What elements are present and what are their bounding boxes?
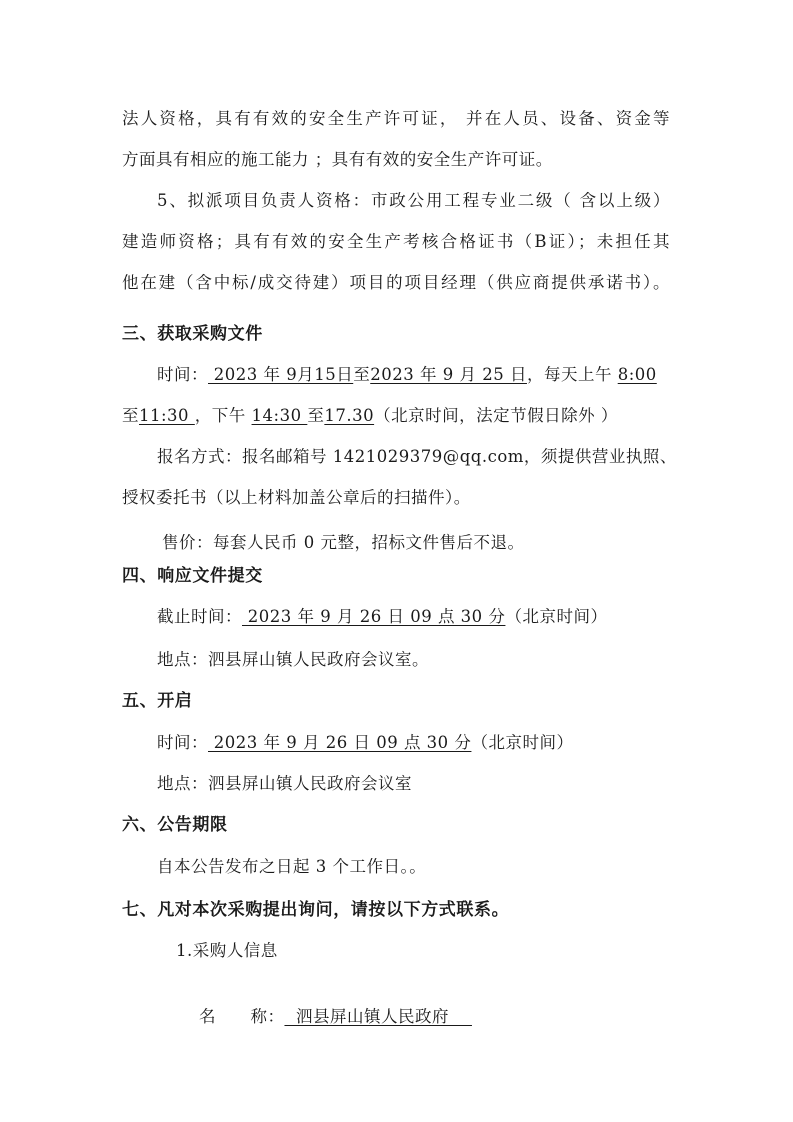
section-heading: 三、获取采购文件 <box>122 324 263 344</box>
paragraph-line: 建造师资格；具有有效的安全生产考核合格证书（B证）；未担任其 <box>122 232 670 251</box>
pm-text: ，下午 <box>194 406 252 425</box>
section-heading: 七、凡对本次采购提出询问，请按以下方式联系。 <box>122 900 510 920</box>
subheading: 1.采购人信息 <box>176 941 278 960</box>
signup-line: 授权委托书（以上材料加盖公章后的扫描件）。 <box>122 488 471 507</box>
opening-time-value: 2023 年 9 月 26 日 09 点 30 分 <box>208 733 472 752</box>
name-label: 名 称： <box>198 1007 285 1026</box>
deadline-note: （北京时间） <box>505 607 608 626</box>
start-date: 2023 年 9月15日 <box>208 365 354 384</box>
time-line <box>157 363 657 387</box>
end-date: 2023 年 9 月 25 日 <box>370 365 527 384</box>
deadline-line <box>157 605 607 629</box>
deadline-value: 2023 年 9 月 26 日 09 点 30 分 <box>242 607 506 626</box>
pm-end-time: 17.30 <box>324 406 375 425</box>
location-line: 地点：泗县屏山镇人民政府会议室。 <box>157 650 429 669</box>
daily-text: ，每天上午 <box>526 365 618 384</box>
pm-start-time: 14:30 <box>251 406 308 425</box>
am-start-time: 8:00 <box>617 365 657 384</box>
purchaser-name-line <box>176 981 472 1053</box>
to-text: 至 <box>122 406 139 425</box>
paragraph-line: 方面具有相应的施工能力 ；具有有效的安全生产许可证。 <box>122 150 553 169</box>
to-text: 至 <box>307 406 325 425</box>
section-heading: 四、响应文件提交 <box>122 566 263 586</box>
location-line: 地点：泗县屏山镇人民政府会议室 <box>157 774 412 793</box>
to-text: 至 <box>353 365 371 384</box>
opening-time-line <box>157 731 573 755</box>
time-note: （北京时间，法定节假日除外 ） <box>374 406 618 425</box>
am-end-time: 11:30 <box>139 406 195 425</box>
deadline-label: 截止时间： <box>157 607 242 626</box>
section-heading: 六、公告期限 <box>122 815 228 835</box>
opening-time-note: （北京时间） <box>471 733 574 752</box>
signup-line: 报名方式：报名邮箱号 1421029379@qq.com，须提供营业执照、 <box>157 447 677 466</box>
notice-period-text: 自本公告发布之日起 3 个工作日。。 <box>157 857 427 876</box>
time-label: 时间： <box>157 365 208 384</box>
price-line: 售价：每套人民币 0 元整，招标文件售后不退。 <box>162 533 525 552</box>
purchaser-name: 泗县屏山镇人民政府 <box>284 1007 472 1026</box>
time-label: 时间： <box>157 733 208 752</box>
paragraph-line: 他在建（含中标/成交待建）项目的项目经理（供应商提供承诺书）。 <box>122 273 670 292</box>
paragraph-line: 法人资格，具有有效的安全生产许可证， 并在人员、设备、资金等 <box>122 109 670 128</box>
paragraph-line: 5、拟派项目负责人资格：市政公用工程专业二级（ 含以上级） <box>157 191 670 210</box>
time-line-2 <box>122 404 618 428</box>
section-heading: 五、开启 <box>122 691 193 711</box>
